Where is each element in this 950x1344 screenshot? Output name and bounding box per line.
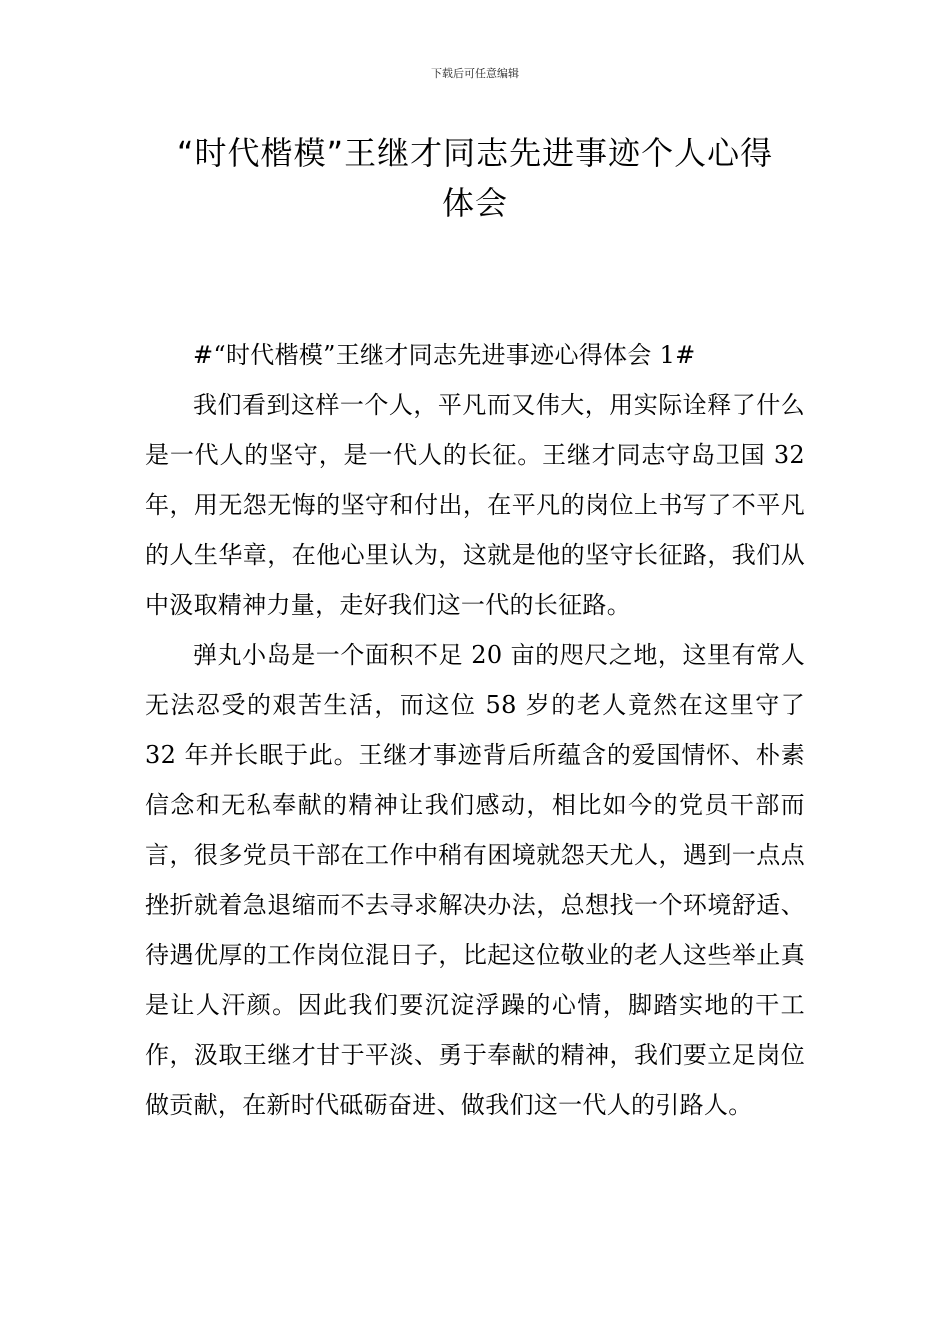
document-body (145, 330, 805, 1130)
header-note: 下载后可任意编辑 (431, 67, 519, 80)
paragraph-1: 我们看到这样一个人，平凡而又伟大，用实际诠释了什么是一代人的坚守，是一代人的长征。王继才同志守岛卫国 32 年，用无怨无悔的坚守和付出，在平凡的岗位上书写了不平凡的人生华章，在他心里认为，这就是他的坚守长征路，我们从中汲取精神力量，走好我们这一代的长征路。 (145, 391, 805, 619)
paragraph-2: 弹丸小岛是一个面积不足 20 亩的咫尺之地，这里有常人无法忍受的艰苦生活，而这位 58 岁的老人竟然在这里守了 32 年并长眠于此。王继才事迹背后所蕴含的爱国情怀、朴素信念和无私奉献的精神让我们感动，相比如今的党员干部而言，很多党员干部在工作中稍有困境就怨天尤人，遇到一点点挫折就着急退缩而不去寻求解决办法，总想找一个环境舒适、待遇优厚的工作岗位混日子，比起这位敬业的老人这些举止真是让人汗颜。因此我们要沉淀浮躁的心情，脚踏实地的干工作，汲取王继才甘于平淡、勇于奉献的精神，我们要立足岗位做贡献，在新时代砥砺奋进、做我们这一代人的引路人。 (145, 641, 805, 1119)
section-heading: #“时代楷模”王继才同志先进事迹心得体会 1# (193, 341, 696, 369)
document-title: “时代楷模”王继才同志先进事迹个人心得体会 (176, 134, 774, 222)
